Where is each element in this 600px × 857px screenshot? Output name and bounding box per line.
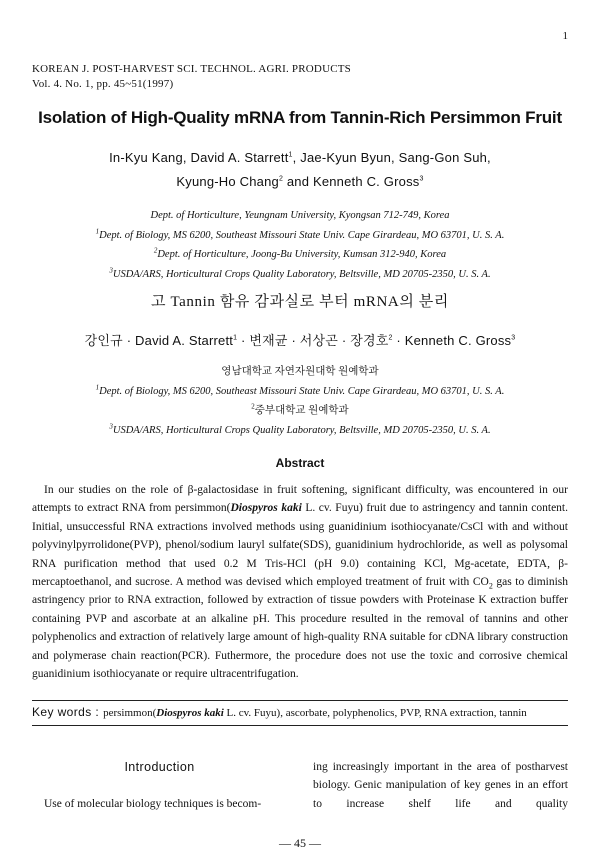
affiliation-block <box>0 206 600 284</box>
korean-author-text: · 변재균 · 서상곤 · 장경호 <box>237 333 389 348</box>
species-name: Diospyros kaki <box>230 502 302 515</box>
page-footer: — 45 — <box>279 836 321 850</box>
korean-affiliation-line <box>0 421 600 441</box>
affiliation-text: Dept. of Horticulture, Joong-Bu University, Kumsan 312-940, Korea <box>157 249 447 260</box>
korean-author-superscript: 3 <box>511 334 516 342</box>
affiliation-line: Dept. of Horticulture, Yeungnam University, Kyongsan 712-749, Korea <box>150 210 450 221</box>
author-text: , Jae-Kyun Byun, Sang-Gon Suh, <box>292 150 491 165</box>
keywords-text: L. cv. Fuyu), ascorbate, polyphenolics, PVP, RNA extraction, tannin <box>223 707 527 719</box>
divider <box>32 725 568 726</box>
paper-title: Isolation of High-Quality mRNA from Tannin-Rich Persimmon Fruit <box>38 108 562 127</box>
introduction-left-column: Use of molecular biology techniques is becom- <box>44 798 262 810</box>
divider <box>32 700 568 701</box>
affiliation-superscript: 1 <box>95 227 100 235</box>
korean-author-text: 강인규 · David A. Starrett <box>84 333 234 348</box>
keywords-label: Key words : <box>32 705 100 719</box>
abstract-part: In our studies on the role of β-galactosidase in fruit softening, significant difficulty, was encountered in our attempts to extract RNA from persimmon( <box>32 484 568 515</box>
korean-author-superscript: 1 <box>233 334 238 342</box>
abstract-part: L. cv. Fuyu) fruit due to astringency and tannin content. Initial, unsuccessful RNA extractions involved methods using guanidinium isothiocyanate/CsCl with and without polyvinylpyrrolidone(PVP), phenol/sodium lauryl sulfate(SDS), guanidinium hydrochloride, as well as polysomal RNA purification method that used 0.2 M Tris-HCl (pH 9.0) containing KCl, Mg-acetate, EDTA, β-mercaptoethanol, and sucrose. A method was devised which employed treatment of fruit with CO <box>32 502 569 589</box>
author-text: and Kenneth C. Gross <box>283 174 420 189</box>
introduction-heading: Introduction <box>124 760 195 774</box>
affiliation-text: USDA/ARS, Horticultural Crops Quality Laboratory, Beltsville, MD 20705-2350, U. S. A. <box>112 424 491 436</box>
introduction-right-column: ing increasingly important in the area of postharvest biology. Genic manipulation of key genes in an effort to increase shelf life and quality <box>313 761 568 810</box>
author-superscript: 1 <box>288 151 293 159</box>
korean-affiliation-line <box>0 401 600 421</box>
abstract-text <box>32 481 568 683</box>
affiliation-superscript: 1 <box>95 383 100 391</box>
keywords-line <box>32 705 568 719</box>
korean-author-list <box>0 330 600 349</box>
abstract-heading: Abstract <box>275 456 325 470</box>
subscript: 2 <box>488 581 493 591</box>
affiliation-text: Dept. of Biology, MS 6200, Southeast Missouri State Univ. Cape Girardeau, MO 63701, U. S. A. <box>99 385 505 397</box>
korean-author-text: · Kenneth C. Gross <box>392 333 512 348</box>
abstract-part: gas to diminish astringency prior to RNA extraction, followed by extraction of tissue powders with Proteinase K extraction buffer containing PVP and ascorbate at an alkaline pH. This procedure resulted in the removal of tannins and other polyphenolics and extraction of relatively large amount of high-quality RNA suitable for cDNA library construction and polymerase chain reaction(PCR). Futhermore, the procedure does not use the toxic and corrosive chemical guanidinium isothiocyanate or require ultracentrifugation. <box>32 576 569 681</box>
author-superscript: 3 <box>419 175 424 183</box>
korean-affiliation-block <box>0 362 600 440</box>
affiliation-superscript: 2 <box>153 246 158 255</box>
korean-affiliation-line <box>0 382 600 402</box>
author-list <box>0 146 600 194</box>
korean-affiliation-line: 영남대학교 자연자원대학 원예학과 <box>221 366 379 377</box>
page-number: 1 <box>562 30 568 42</box>
affiliation-text: Dept. of Biology, MS 6200, Southeast Missouri State Univ. Cape Girardeau, MO 63701, U. S. A. <box>99 229 505 241</box>
author-line-1 <box>0 146 600 170</box>
affiliation-text: USDA/ARS, Horticultural Crops Quality Laboratory, Beltsville, MD 20705-2350, U. S. A. <box>112 268 491 280</box>
author-text: Kyung-Ho Chang <box>176 174 279 189</box>
species-name: Diospyros kaki <box>156 707 224 719</box>
journal-volume: Vol. 4. No. 1, pp. 45~51(1997) <box>32 78 174 90</box>
affiliation-line <box>0 226 600 246</box>
author-line-2 <box>0 170 600 194</box>
affiliation-line <box>0 245 600 265</box>
journal-header <box>32 62 351 92</box>
author-text: In-Kyu Kang, David A. Starrett <box>109 150 289 165</box>
affiliation-text: 중부대학교 원예학과 <box>254 405 349 416</box>
author-superscript: 2 <box>278 175 284 183</box>
journal-name: KOREAN J. POST-HARVEST SCI. TECHNOL. AGRI. PRODUCTS <box>32 63 351 75</box>
affiliation-superscript: 2 <box>251 402 255 411</box>
affiliation-superscript: 3 <box>109 266 113 274</box>
affiliation-line <box>0 265 600 285</box>
korean-title: 고 Tannin 함유 감과실로 부터 mRNA의 분리 <box>151 294 449 310</box>
korean-author-superscript: 2 <box>388 334 393 342</box>
affiliation-superscript: 3 <box>109 422 113 430</box>
keywords-text: persimmon( <box>103 707 157 719</box>
